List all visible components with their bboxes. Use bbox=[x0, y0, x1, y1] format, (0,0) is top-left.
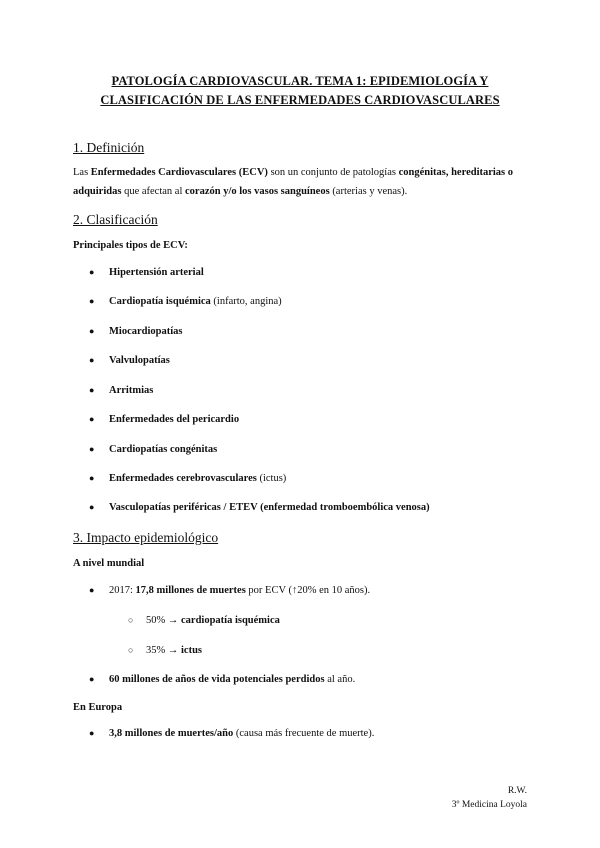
list-item-rest: por ECV (↑20% en 10 años). bbox=[245, 585, 371, 596]
bullet-icon: ● bbox=[89, 385, 95, 395]
sub-list-item bbox=[128, 615, 280, 626]
list-item-bold: Enfermedades cerebrovasculares bbox=[109, 473, 257, 484]
list-item bbox=[89, 385, 153, 396]
sub-list-item bbox=[128, 645, 202, 656]
list-item-bold: Arritmias bbox=[109, 385, 154, 396]
section-3-heading: 3. Impacto epidemiológico bbox=[73, 530, 219, 545]
list-item bbox=[89, 674, 355, 685]
list-item-bold: Enfermedades del pericardio bbox=[109, 414, 240, 425]
document-title bbox=[60, 72, 540, 110]
title-line-1: PATOLOGÍA CARDIOVASCULAR. TEMA 1: EPIDEMIOLOGÍA Y bbox=[111, 74, 489, 88]
definition-term-types: congénitas, hereditarias o adquiridas bbox=[73, 167, 514, 197]
bullet-icon: ● bbox=[89, 444, 95, 454]
list-item-rest: (ictus) bbox=[256, 473, 287, 484]
bullet-icon: ● bbox=[89, 502, 95, 512]
bullet-icon: ● bbox=[89, 674, 95, 684]
list-item-bold: Vasculopatías periféricas / ETEV (enfermedad tromboembólica venosa) bbox=[109, 502, 430, 513]
bullet-icon: ● bbox=[89, 585, 95, 595]
list-item bbox=[89, 585, 370, 596]
sub-list-item-text: 35% → bbox=[146, 645, 181, 656]
ecv-types-label: Principales tipos de ECV: bbox=[73, 240, 188, 251]
list-item bbox=[89, 444, 217, 455]
circle-bullet-icon: ○ bbox=[128, 615, 134, 625]
footer-initials: R.W. bbox=[507, 786, 527, 796]
definition-text-c: son un conjunto de patologías bbox=[267, 167, 399, 178]
list-item bbox=[89, 296, 282, 307]
sub-list-item-text: 50% → bbox=[146, 615, 181, 626]
list-item-bold: 17,8 millones de muertes bbox=[135, 585, 246, 596]
definition-text-g: (arterias y venas). bbox=[329, 186, 408, 197]
footer-course: 3º Medicina Loyola bbox=[451, 800, 527, 810]
list-item-rest: (causa más frecuente de muerte). bbox=[233, 728, 375, 739]
list-item bbox=[89, 728, 374, 739]
definition-text-a: Las bbox=[73, 167, 91, 178]
bullet-icon: ● bbox=[89, 473, 95, 483]
section-1-heading: 1. Definición bbox=[73, 140, 145, 155]
circle-bullet-icon: ○ bbox=[128, 645, 134, 655]
definition-term-ecv: Enfermedades Cardiovasculares (ECV) bbox=[90, 167, 268, 178]
definition-text-e: que afectan al bbox=[121, 186, 185, 197]
list-item bbox=[89, 267, 204, 278]
list-item-bold: Cardiopatía isquémica bbox=[109, 296, 211, 307]
title-line-2: CLASIFICACIÓN DE LAS ENFERMEDADES CARDIOVASCULARES bbox=[100, 93, 500, 107]
definition-paragraph bbox=[73, 163, 533, 201]
list-item bbox=[89, 502, 430, 513]
list-item bbox=[89, 473, 286, 484]
bullet-icon: ● bbox=[89, 728, 95, 738]
list-item-bold: 3,8 millones de muertes/año bbox=[109, 728, 234, 739]
bullet-icon: ● bbox=[89, 267, 95, 277]
list-item-text: 2017: bbox=[109, 585, 136, 596]
sub-list-item-bold: ictus bbox=[181, 645, 202, 656]
list-item bbox=[89, 355, 170, 366]
list-item-rest: (infarto, angina) bbox=[210, 296, 282, 307]
sub-list-item-bold: cardiopatía isquémica bbox=[181, 615, 280, 626]
list-item-bold: Miocardiopatías bbox=[109, 326, 183, 337]
bullet-icon: ● bbox=[89, 296, 95, 306]
list-item-rest: al año. bbox=[324, 674, 356, 685]
definition-term-organs: corazón y/o los vasos sanguíneos bbox=[185, 186, 330, 197]
bullet-icon: ● bbox=[89, 414, 95, 424]
bullet-icon: ● bbox=[89, 326, 95, 336]
list-item bbox=[89, 414, 239, 425]
europe-label: En Europa bbox=[73, 702, 123, 713]
list-item-bold: 60 millones de años de vida potenciales perdidos bbox=[109, 674, 325, 685]
list-item-bold: Hipertensión arterial bbox=[109, 267, 204, 278]
list-item-bold: Cardiopatías congénitas bbox=[109, 444, 218, 455]
list-item-bold: Valvulopatías bbox=[109, 355, 170, 366]
bullet-icon: ● bbox=[89, 355, 95, 365]
list-item bbox=[89, 326, 183, 337]
world-label: A nivel mundial bbox=[73, 558, 145, 569]
section-2-heading: 2. Clasificación bbox=[73, 212, 158, 227]
